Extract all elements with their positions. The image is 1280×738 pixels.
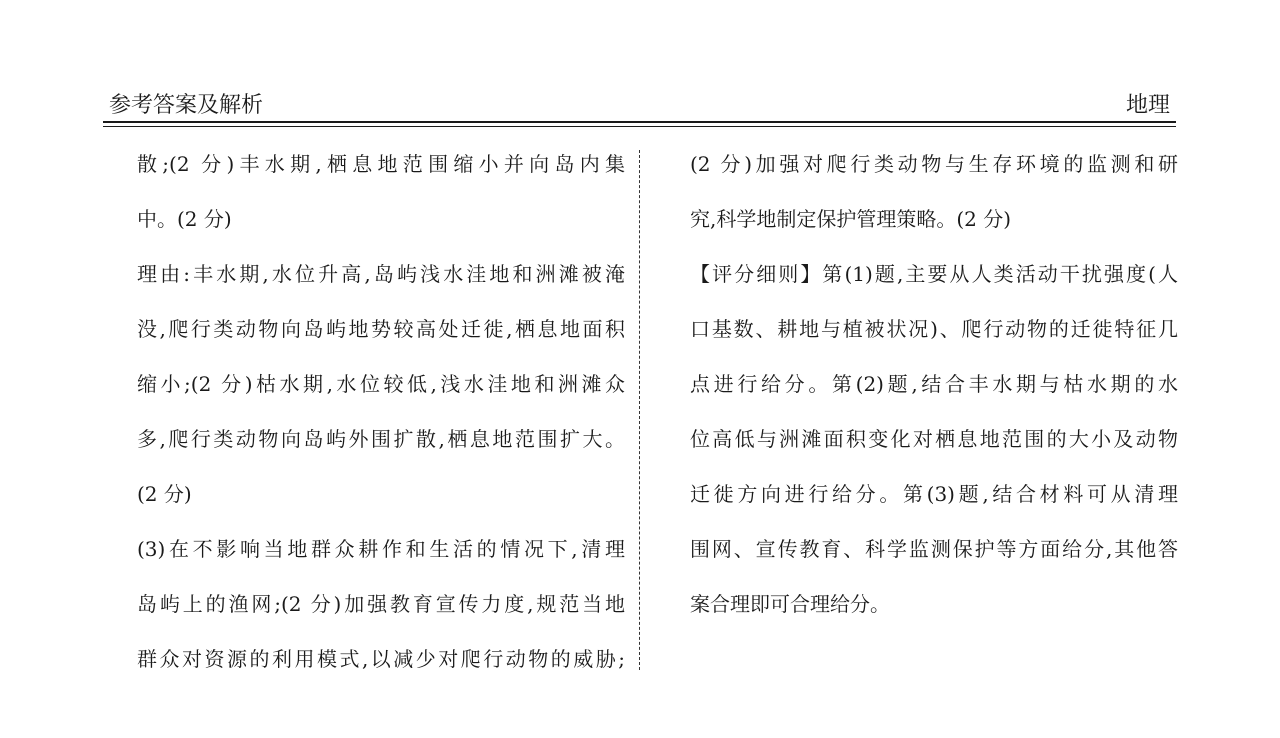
left-line: 中。(2 分) bbox=[137, 207, 232, 231]
left-line: 散;(2 分)丰水期,栖息地范围缩小并向岛内集 bbox=[137, 152, 625, 176]
left-line: 岛屿上的渔网;(2 分)加强教育宣传力度,规范当地 bbox=[137, 592, 625, 616]
right-line: 口基数、耕地与植被状况)、爬行动物的迁徙特征几 bbox=[690, 317, 1178, 341]
right-line: 案合理即可合理给分。 bbox=[690, 592, 890, 616]
right-line: 位高低与洲滩面积变化对栖息地范围的大小及动物 bbox=[690, 427, 1178, 451]
right-line: 点进行给分。第(2)题,结合丰水期与枯水期的水 bbox=[690, 372, 1178, 396]
header-rule-thick bbox=[103, 121, 1176, 123]
column-divider bbox=[639, 150, 640, 670]
header-left-title: 参考答案及解析 bbox=[109, 93, 264, 118]
left-line: 多,爬行类动物向岛屿外围扩散,栖息地范围扩大。 bbox=[137, 427, 625, 451]
left-line: 群众对资源的利用模式,以减少对爬行动物的威胁; bbox=[137, 647, 625, 671]
header-subject-title: 地理 bbox=[1125, 93, 1170, 118]
left-line: (3)在不影响当地群众耕作和生活的情况下,清理 bbox=[137, 537, 625, 561]
left-line: (2 分) bbox=[137, 482, 192, 506]
header-rule-thin bbox=[103, 126, 1176, 127]
left-line: 缩小;(2 分)枯水期,水位较低,浅水洼地和洲滩众 bbox=[137, 372, 625, 396]
right-column bbox=[690, 137, 1178, 632]
right-line: 迁徙方向进行给分。第(3)题,结合材料可从清理 bbox=[690, 482, 1178, 506]
left-line: 没,爬行类动物向岛屿地势较高处迁徙,栖息地面积 bbox=[137, 317, 625, 341]
right-line: 围网、宣传教育、科学监测保护等方面给分,其他答 bbox=[690, 537, 1178, 561]
right-line: 【评分细则】第(1)题,主要从人类活动干扰强度(人 bbox=[690, 262, 1178, 286]
right-line: 究,科学地制定保护管理策略。(2 分) bbox=[690, 207, 1012, 231]
left-column bbox=[137, 137, 625, 687]
right-line: (2 分)加强对爬行类动物与生存环境的监测和研 bbox=[690, 152, 1178, 176]
left-line: 理由:丰水期,水位升高,岛屿浅水洼地和洲滩被淹 bbox=[137, 262, 625, 286]
page-header bbox=[103, 78, 1176, 120]
